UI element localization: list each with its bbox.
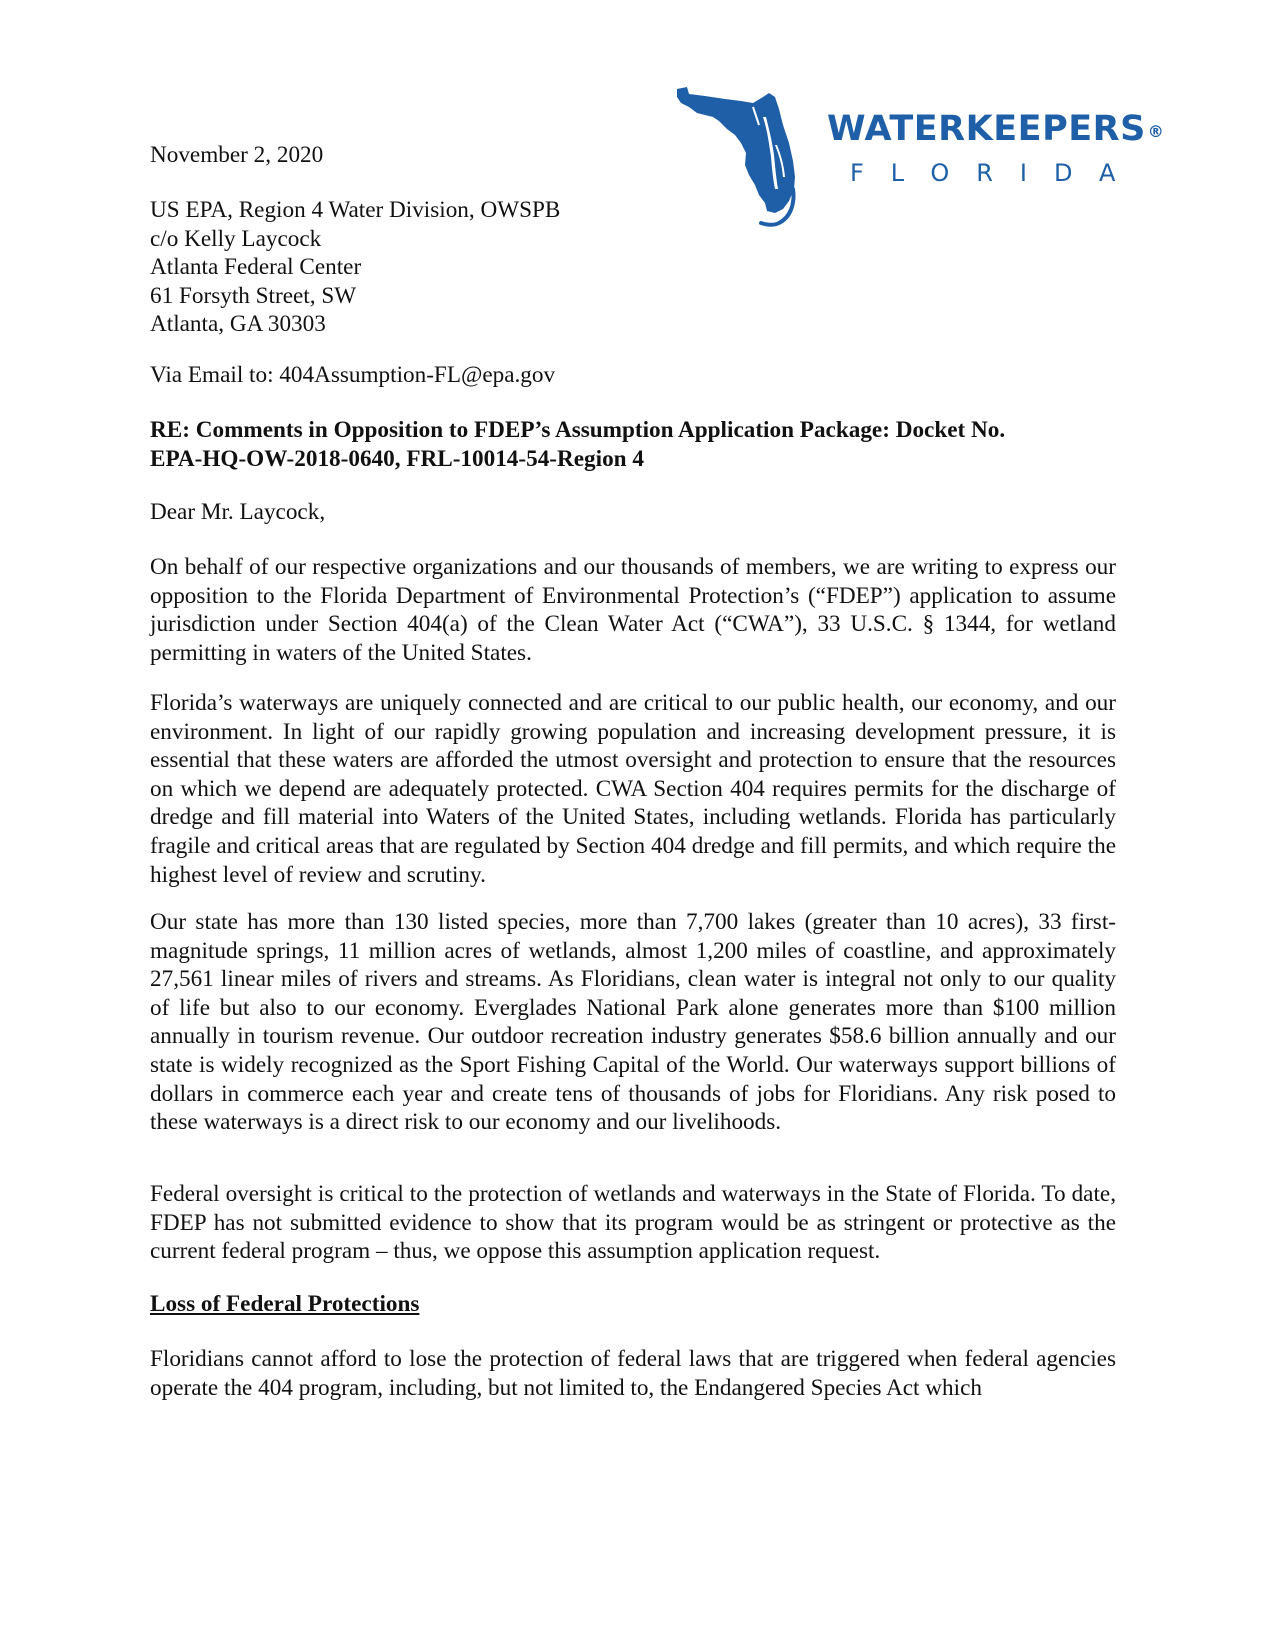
body-paragraph-5: Floridians cannot afford to lose the protection of federal laws that are triggered when federal agencies operate the 404 program, including, but not limited to, the Endangered Species Act which [150,1346,1116,1401]
body-paragraph-2: Florida’s waterways are uniquely connected and are critical to our public health, our economy, and our environment. In light of our rapidly growing population and increasing development pressure, it is essential that these waters are afforded the utmost oversight and protection to ensure that the resources on which we depend are adequately protected. CWA Section 404 requires permits for the discharge of dredge and fill material into Waters of the United States, including wetlands. Florida has particularly fragile and critical areas that are regulated by Section 404 dredge and fill permits, and which require the highest level of review and scrutiny. [150,690,1116,888]
address-line: US EPA, Region 4 Water Division, OWSPB [150,197,561,223]
address-line: Atlanta, GA 30303 [150,311,326,338]
address-line: Atlanta Federal Center [150,254,362,281]
logo-subtitle: FLORIDA [850,159,1143,187]
subject-line [150,416,1116,473]
body-paragraph-1: On behalf of our respective organizations and our thousands of members, we are writing to express our opposition to the Florida Department of Environmental Protection’s (“FDEP”) application to assume jurisdiction under Section 404(a) of the Clean Water Act (“CWA”), 33 U.S.C. § 1344, for wetland permitting in waters of the United States. [150,554,1116,666]
recipient-address [150,196,1116,339]
registered-mark: ® [1147,122,1165,141]
body-paragraph-4: Federal oversight is critical to the protection of wetlands and waterways in the State of Florida. To date, FDEP has not submitted evidence to show that its program would be as stringent or protective as the current federal program – thus, we oppose this assumption application request. [150,1181,1116,1265]
section-heading: Loss of Federal Protections [150,1291,420,1317]
letter-date: November 2, 2020 [150,142,324,168]
subject-line-1: RE: Comments in Opposition to FDEP’s Assumption Application Package: Docket No. [150,417,1006,443]
via-email-line: Via Email to: 404Assumption-FL@epa.gov [150,362,556,388]
subject-line-2: EPA-HQ-OW-2018-0640, FRL-10014-54-Region 4 [150,445,644,472]
logo-wordmark: WATERKEEPERS ® [827,109,1165,149]
salutation: Dear Mr. Laycock, [150,499,326,525]
body-paragraph-3: Our state has more than 130 listed species, more than 7,700 lakes (greater than 10 acres), 33 first-magnitude springs, 11 million acres of wetlands, almost 1,200 miles of coastline, and approximately 27,561 linear miles of rivers and streams. As Floridians, clean water is integral not only to our quality of life but also to our economy. Everglades National Park alone generates more than $100 million annually in tourism revenue. Our outdoor recreation industry generates $58.6 billion annually and our state is widely recognized as the Sport Fishing Capital of the World. Our waterways support billions of dollars in commerce each year and create tens of thousands of jobs for Floridians. Any risk posed to these waterways is a direct risk to our economy and our livelihoods. [150,909,1116,1136]
address-line: c/o Kelly Laycock [150,225,322,252]
address-line: 61 Forsyth Street, SW [150,282,357,309]
